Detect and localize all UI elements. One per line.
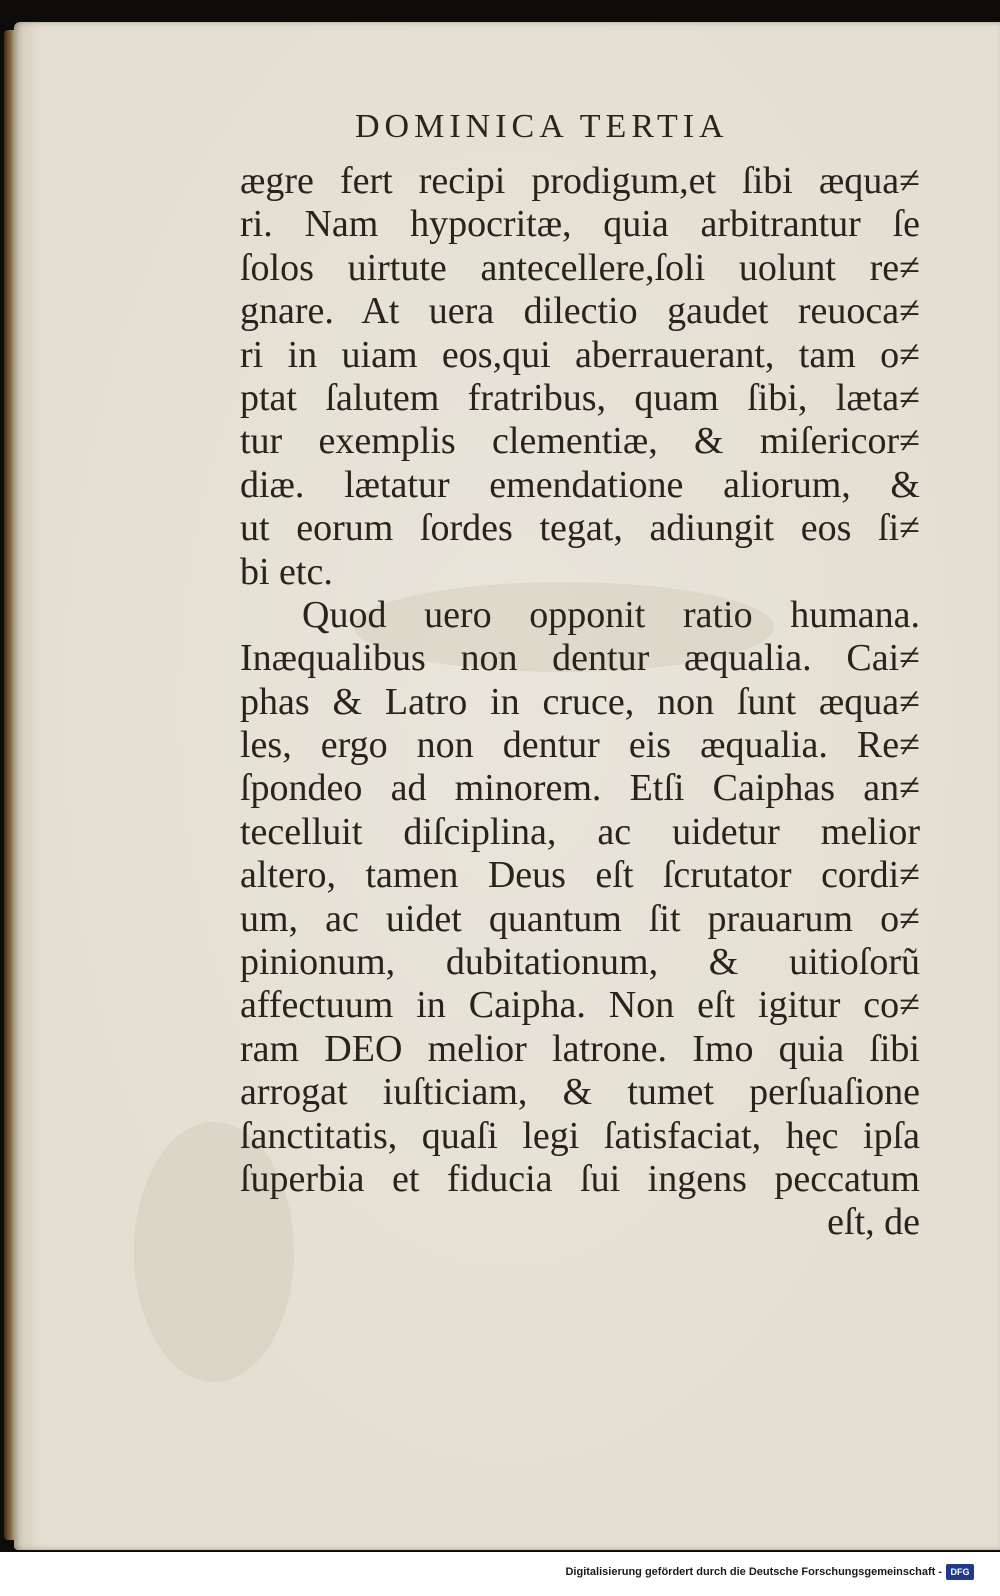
body-text — [240, 160, 920, 1245]
text-line: ægre fert recipi prodigum,et ſibi æqua≠ — [240, 160, 920, 202]
text-line: ptat ſalutem fratribus, quam ſibi, læta≠ — [240, 376, 920, 419]
text-line: ri. Nam hypocritæ, quia arbitrantur ſe — [240, 203, 920, 246]
funding-credit: Digitalisierung gefördert durch die Deutsche Forschungsgemeinschaft - — [565, 1566, 942, 1578]
text-line: bi etc. — [240, 550, 333, 593]
text-line: pinionum, dubitationum, & uitioſorũ — [240, 941, 920, 984]
text-line: um, ac uidet quantum ſit prauarum o≠ — [240, 897, 920, 940]
text-line: ſolos uirtute antecellere,ſoli uolunt re≠ — [240, 246, 920, 289]
text-line: ri in uiam eos,qui aberrauerant, tam o≠ — [240, 333, 920, 376]
text-line: ſuperbia et fiducia ſui ingens peccatum — [240, 1157, 920, 1200]
text-line: Inæqualibus non dentur æqualia. Cai≠ — [240, 637, 920, 680]
footer-bar — [0, 1552, 1000, 1596]
text-line: altero, tamen Deus eſt ſcrutator cordi≠ — [240, 854, 920, 897]
text-line: ut eorum ſordes tegat, adiungit eos ſi≠ — [240, 507, 920, 550]
text-line: les, ergo non dentur eis æqualia. Re≠ — [240, 724, 920, 767]
text-line: tur exemplis clementiæ, & miſericor≠ — [240, 420, 920, 463]
text-line: gnare. At uera dilectio gaudet reuoca≠ — [240, 290, 920, 333]
dfg-logo: DFG — [946, 1564, 974, 1580]
text-line: ſanctitatis, quaſi legi ſatisfaciat, hęc ipſa — [240, 1114, 920, 1157]
text-line: tecelluit diſciplina, ac uidetur melior — [240, 810, 920, 853]
catchword: eſt, de — [827, 1201, 920, 1244]
text-line: affectuum in Caipha. Non eſt igitur co≠ — [240, 984, 920, 1027]
text-line: ſpondeo ad minorem. Etſi Caiphas an≠ — [240, 767, 920, 810]
text-line: arrogat iuſticiam, & tumet perſuaſione — [240, 1071, 920, 1114]
text-line: ram DEO melior latrone. Imo quia ſibi — [240, 1027, 920, 1070]
text-line: Quod uero opponit ratio humana. — [302, 593, 920, 636]
running-head: DOMINICA TERTIA — [355, 108, 729, 145]
text-line: diæ. lætatur emendatione aliorum, & — [240, 463, 920, 506]
text-line: phas & Latro in cruce, non ſunt æqua≠ — [240, 680, 920, 723]
